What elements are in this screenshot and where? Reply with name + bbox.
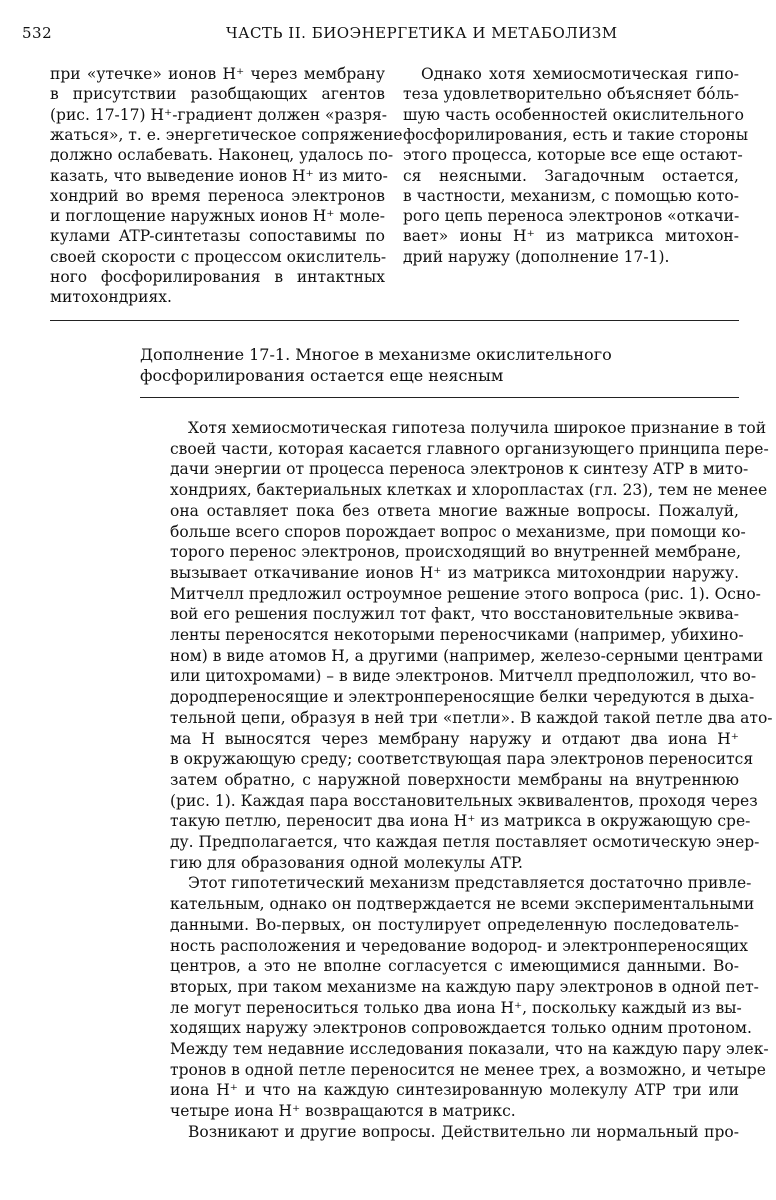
text-line: ся неясными. Загадочным остается, <box>403 166 739 185</box>
text-line: жаться», т. е. энергетическое сопряжение <box>50 125 403 144</box>
text-line: казать, что выведение ионов H⁺ из мито- <box>50 166 388 185</box>
text-line: в частности, механизм, с помощью кото- <box>403 186 739 205</box>
text-line: своей части, которая касается главного организующего принципа пере- <box>170 439 769 458</box>
text-line: должно ослабевать. Наконец, удалось по- <box>50 146 394 165</box>
text-line: четыре иона H⁺ возвращаются в матрикс. <box>170 1102 516 1121</box>
text-line: этого процесса, которые все еще остают- <box>403 146 743 165</box>
text-line: ленты переносятся некоторыми переносчиками (например, убихино- <box>170 626 744 644</box>
box-title-line-2: фосфорилирования остается еще неясным <box>140 366 504 385</box>
text-line: тронов в одной петле переносится не менее трех, а возможно, и четыре <box>170 1060 766 1079</box>
text-line: дачи энергии от процесса переноса электронов к синтезу ATP в мито- <box>170 460 749 479</box>
text-line: в окружающую среду; соответствующая пара электронов переносится <box>170 750 754 769</box>
text-line: центров, а это не вполне согласуется с имеющимися данными. Во- <box>170 957 739 976</box>
text-line: вторых, при таком механизме на каждую пару электронов в одной пет- <box>170 977 759 996</box>
box-title-line-1: Дополнение 17-1. Многое в механизме окислительного <box>140 345 612 364</box>
text-line: Митчелл предложил остроумное решение этого вопроса (рис. 1). Осно- <box>170 584 761 603</box>
text-line: ность расположения и чередование водород- и электронпереносящих <box>170 936 749 955</box>
text-line: вызывает откачивание ионов H⁺ из матрикса митохондрии наружу. <box>170 563 739 582</box>
text-line: Между тем недавние исследования показали, что на каждую пару элек- <box>170 1040 769 1058</box>
text-line: Однако хотя хемиосмотическая гипо- <box>421 65 739 83</box>
text-line: хондриях, бактериальных клетках и хлоропластах (гл. 23), тем не менее <box>170 481 768 500</box>
text-line: дрий наружу (дополнение 17-1). <box>403 247 670 266</box>
text-line: кулами ATP-синтетазы сопоставимы по <box>50 227 385 246</box>
text-line: затем обратно, с наружной поверхности мембраны на внутреннюю <box>170 770 739 789</box>
text-line: хондрий во время переноса электронов <box>50 186 385 205</box>
text-line: торого перенос электронов, происходящий во внутренней мембране, <box>170 543 741 562</box>
text-line: дородпереносящие и электронпереносящие белки чередуются в дыха- <box>170 688 755 707</box>
text-line: ду. Предполагается, что каждая петля поставляет осмотическую энер- <box>170 833 760 851</box>
text-line: или цитохромами) – в виде электронов. Митчелл предположил, что во- <box>170 667 757 686</box>
text-line: данными. Во-первых, он постулирует определенную последователь- <box>170 915 739 934</box>
text-line: тельной цепи, образуя в ней три «петли». В каждой такой петле два ато- <box>170 708 773 727</box>
page-number: 532 <box>22 24 53 42</box>
text-line: митохондриях. <box>50 288 172 307</box>
text-line: ле могут переноситься только два иона H⁺, поскольку каждый из вы- <box>170 998 742 1017</box>
text-line: и поглощение наружных ионов H⁺ моле- <box>50 207 386 226</box>
box-bottom-rule <box>140 397 739 398</box>
text-line: вой его решения послужил тот факт, что восстановительные эквива- <box>170 605 739 624</box>
text-line: ного фосфорилирования в интактных <box>50 268 385 286</box>
text-line: ма H выносятся через мембрану наружу и отдают два иона H⁺ <box>170 729 739 748</box>
running-title: ЧАСТЬ II. БИОЭНЕРГЕТИКА И МЕТАБОЛИЗМ <box>226 24 618 42</box>
text-line: Этот гипотетический механизм представляется достаточно привле- <box>188 874 752 893</box>
text-line: такую петлю, переносит два иона H⁺ из матрикса в окружающую сре- <box>170 812 751 831</box>
text-line: она оставляет пока без ответа многие важные вопросы. Пожалуй, <box>170 501 739 520</box>
text-line: при «утечке» ионов H⁺ через мембрану <box>50 65 385 83</box>
text-line: гию для образования одной молекулы ATP. <box>170 853 523 872</box>
text-line: фосфорилирования, есть и такие стороны <box>403 125 749 144</box>
text-line: рого цепь переноса электронов «откачи- <box>403 207 740 226</box>
text-line: своей скорости с процессом окислитель- <box>50 247 387 266</box>
text-line: ходящих наружу электронов сопровождается только одним протоном. <box>170 1019 752 1038</box>
text-line: Возникают и другие вопросы. Действительно ли нормальный про- <box>188 1122 739 1141</box>
text-line: (рис. 17-17) H⁺-градиент должен «разря- <box>50 105 388 124</box>
text-line: теза удовлетворительно объясняет бо́ль- <box>403 85 739 104</box>
text-line: кательным, однако он подтверждается не всеми экспериментальными <box>170 895 755 914</box>
text-line: вает» ионы H⁺ из матрикса митохон- <box>403 227 739 246</box>
box-top-rule <box>50 320 739 321</box>
text-line: иона H⁺ и что на каждую синтезированную молекулу ATP три или <box>170 1081 739 1100</box>
text-line: Хотя хемиосмотическая гипотеза получила широкое признание в той <box>188 419 767 437</box>
text-line: шую часть особенностей окислительного <box>403 105 744 124</box>
text-line: (рис. 1). Каждая пара восстановительных эквивалентов, проходя через <box>170 791 758 810</box>
text-line: в присутствии разобщающих агентов <box>50 85 385 104</box>
text-line: ном) в виде атомов H, а другими (например, железо-серными центрами <box>170 646 764 665</box>
text-line: больше всего споров порождает вопрос о механизме, при помощи ко- <box>170 522 746 541</box>
